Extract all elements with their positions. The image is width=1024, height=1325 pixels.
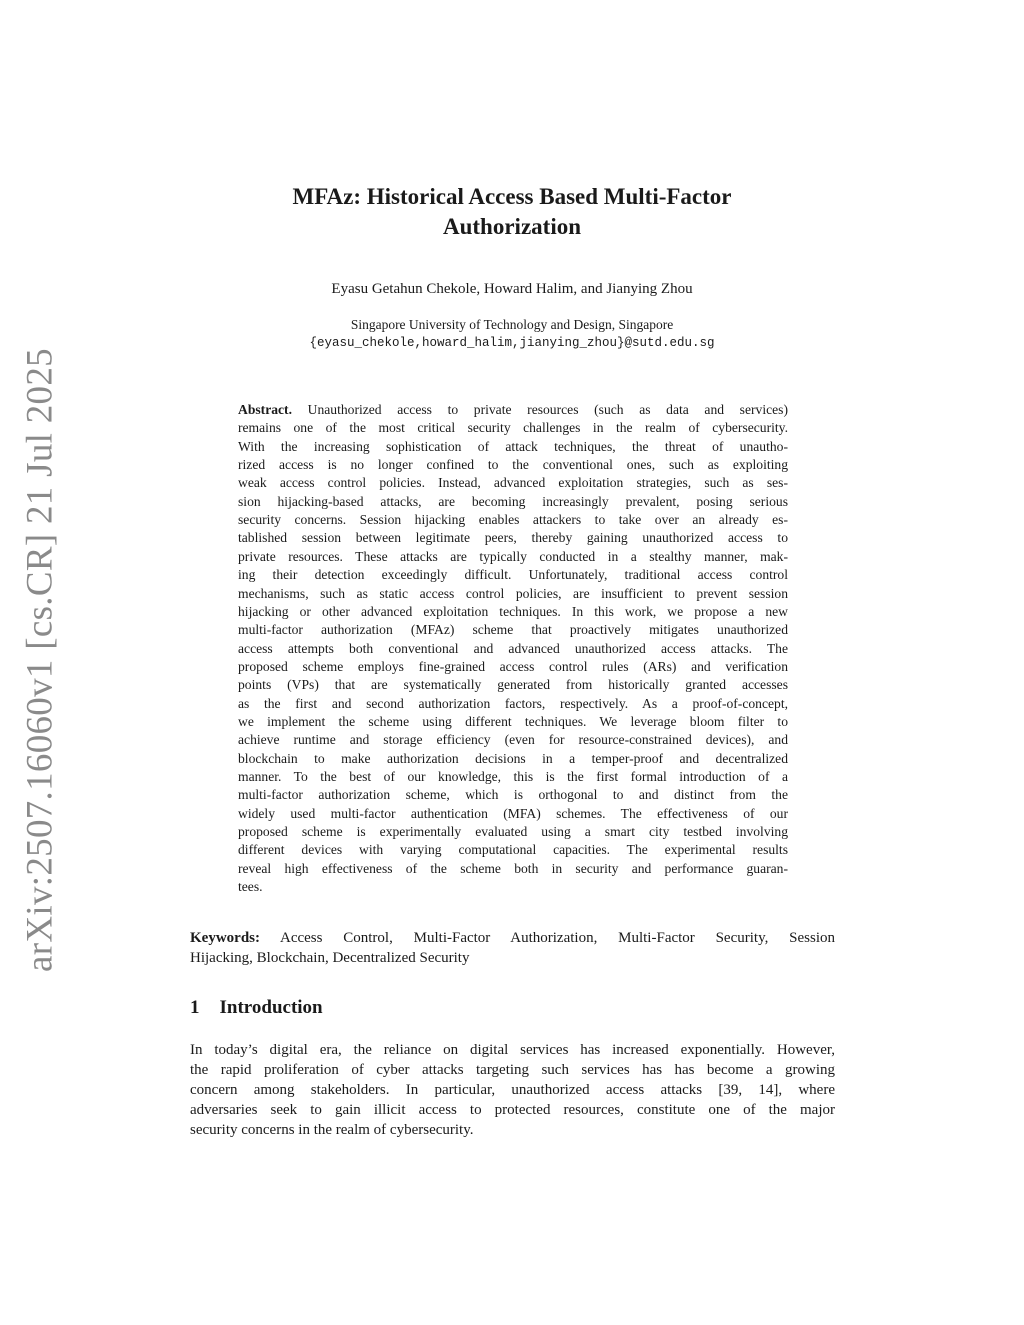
abstract-line: remains one of the most critical security challenges in the realm of cybersecurity. — [238, 420, 788, 436]
section-title: Introduction — [219, 997, 323, 1018]
section-heading — [190, 997, 323, 1019]
abstract-line: achieve runtime and storage efficiency (even for resource-constrained devices), and — [238, 732, 788, 748]
abstract-label: Abstract. — [238, 402, 292, 417]
arxiv-identifier: arXiv:2507.16060v1 [cs.CR] 21 Jul 2025 — [19, 348, 61, 972]
abstract-line: tablished session between legitimate peers, thereby gaining unauthorized access to — [238, 530, 788, 546]
abstract-line: multi-factor authorization (MFAz) scheme that proactively mitigates unauthorized — [238, 622, 788, 638]
abstract-line — [238, 401, 788, 419]
abstract-line: With the increasing sophistication of attack techniques, the threat of unautho- — [238, 438, 788, 454]
abstract-line: manner. To the best of our knowledge, this is the first formal introduction of a — [238, 769, 788, 784]
abstract-line: different devices with varying computational capacities. The experimental results — [238, 842, 788, 858]
paper-title-line-2: Authorization — [443, 214, 581, 239]
abstract-line: sion hijacking-based attacks, are becoming increasingly prevalent, posing serious — [238, 493, 788, 509]
abstract-line: proposed scheme is experimentally evaluated using a smart city testbed involving — [238, 824, 788, 840]
keywords-label: Keywords: — [190, 930, 260, 946]
abstract-line: hijacking or other advanced exploitation techniques. In this work, we propose a new — [238, 603, 788, 619]
abstract-line: we implement the scheme using different techniques. We leverage bloom filter to — [238, 713, 788, 729]
intro-line: concern among stakeholders. In particular, unauthorized access attacks [39, 14], where — [190, 1082, 835, 1098]
abstract-line: as the first and second authorization factors, respectively. As a proof-of-concept, — [238, 695, 788, 711]
abstract-line: widely used multi-factor authentication (MFA) schemes. The effectiveness of our — [238, 805, 788, 821]
paper-title-line-1: MFAz: Historical Access Based Multi-Factor — [292, 184, 732, 209]
abstract-line: reveal high effectiveness of the scheme both in security and performance guaran- — [238, 860, 788, 876]
abstract-line: mechanisms, such as static access control policies, are insufficient to prevent session — [238, 585, 788, 601]
abstract-line: rized access is no longer confined to the conventional ones, such as exploiting — [238, 457, 788, 473]
abstract-line: weak access control policies. Instead, advanced exploitation strategies, such as ses- — [238, 475, 788, 491]
abstract-line: proposed scheme employs fine-grained access control rules (ARs) and verification — [238, 658, 788, 674]
intro-line: adversaries seek to gain illicit access to protected resources, constitute one of the major — [190, 1102, 835, 1118]
abstract-line: ing their detection exceedingly difficult. Unfortunately, traditional access control — [238, 567, 788, 583]
intro-line: security concerns in the realm of cybersecurity. — [190, 1122, 474, 1138]
intro-line: the rapid proliferation of cyber attacks targeting such services has has become a growing — [190, 1062, 835, 1078]
abstract-line: security concerns. Session hijacking enables attackers to take over an already es- — [238, 512, 788, 528]
abstract-line: points (VPs) that are systematically generated from historically granted accesses — [238, 677, 788, 693]
abstract-line: access attempts both conventional and advanced unauthorized access attacks. The — [238, 640, 788, 656]
email: {eyasu_chekole,howard_halim,jianying_zhou}@sutd.edu.sg — [309, 336, 715, 350]
intro-line: In today’s digital era, the reliance on digital services has increased exponentially. However, — [190, 1042, 835, 1058]
section-number: 1 — [190, 997, 200, 1018]
abstract-line: private resources. These attacks are typically conducted in a stealthy manner, mak- — [238, 548, 788, 564]
keywords-line-2: Hijacking, Blockchain, Decentralized Security — [190, 950, 470, 966]
abstract-line: multi-factor authorization scheme, which is orthogonal to and distinct from the — [238, 787, 788, 803]
authors: Eyasu Getahun Chekole, Howard Halim, and Jianying Zhou — [331, 281, 693, 297]
abstract-line: blockchain to make authorization decisions in a temper-proof and decentralized — [238, 750, 788, 766]
affiliation: Singapore University of Technology and Design, Singapore — [350, 317, 674, 332]
keywords-line-1 — [190, 928, 835, 948]
abstract-line: tees. — [238, 879, 263, 895]
abstract-text: Unauthorized access to private resources (such as data and services) — [307, 402, 788, 417]
keywords-text: Access Control, Multi-Factor Authorization, Multi-Factor Security, Session — [279, 930, 835, 946]
